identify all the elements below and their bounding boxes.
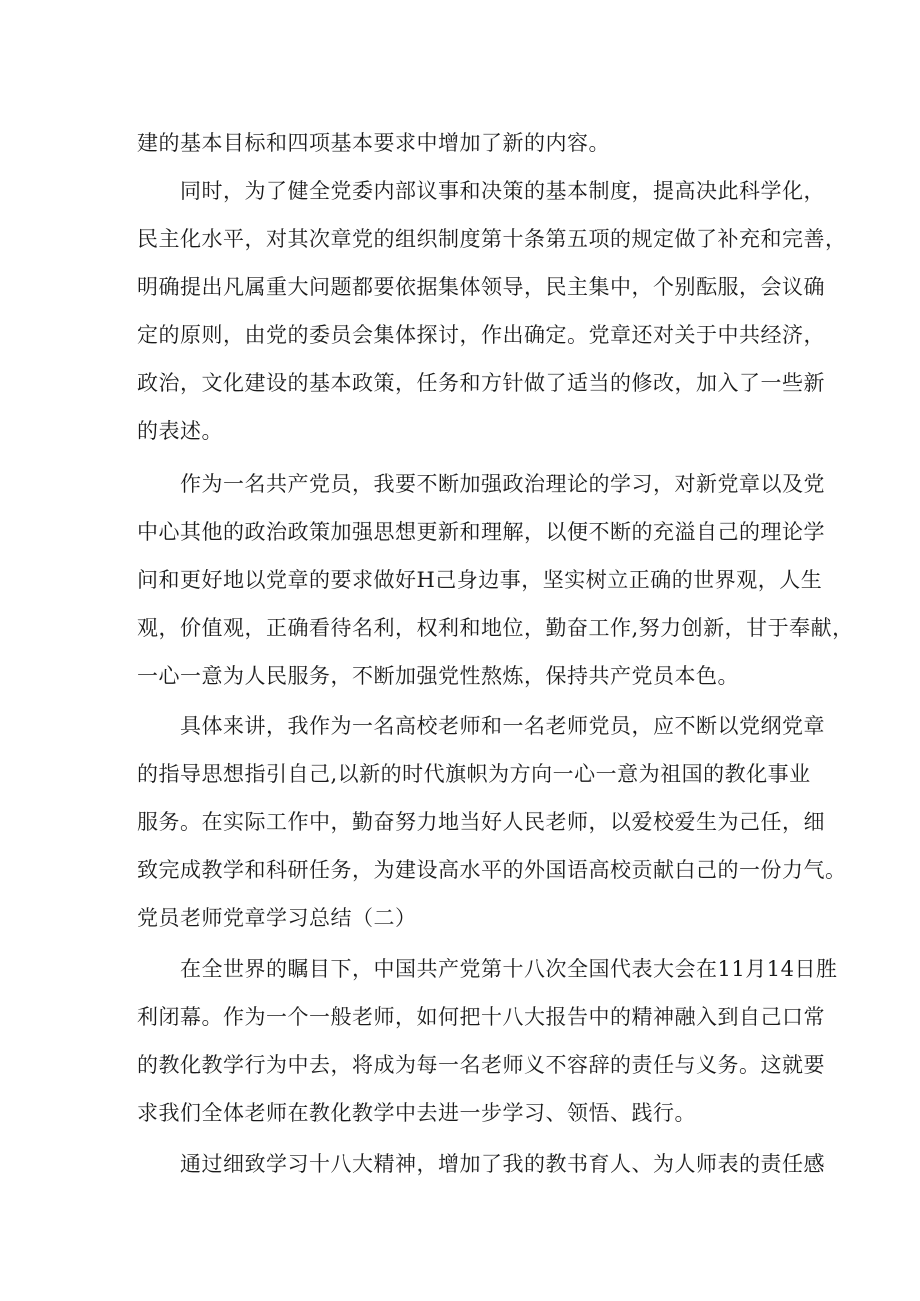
paragraph-line: 服务。在实际工作中，勤奋努力地当好人民老师，以爱校爱生为己任，细 — [137, 810, 825, 834]
paragraph-line: 定的原则，由党的委员会集体探讨，作出确定。党章还对关于中共经济， — [137, 323, 825, 347]
paragraph-line: 通过细致学习十八大精神，增加了我的教书育人、为人师表的责任感 — [180, 1152, 825, 1176]
paragraph-line: 具体来讲，我作为一名高校老师和一名老师党员，应不断以党纲党章 — [180, 714, 825, 738]
paragraph-line: 的指导思想指引自己,以新的时代旗帜为方向一心一意为祖国的教化事业 — [137, 762, 811, 786]
paragraph-line: 问和更好地以党章的要求做好H己身边事，坚实树立正确的世界观，人生 — [137, 568, 823, 592]
paragraph-line: 政治，文化建设的基本政策，任务和方针做了适当的修改，加入了一些新 — [137, 371, 825, 395]
paragraph-line: 观，价值观，正确看待名利，权利和地位，勤奋工作,努力创新，甘于奉献， — [137, 616, 854, 640]
paragraph-line: 明确提出凡属重大问题都要依据集体领导，民主集中，个别酝服，会议确 — [137, 275, 825, 299]
paragraph-line: 利闭幕。作为一个一般老师，如何把十八大报告中的精神融入到自己口常 — [137, 1005, 825, 1029]
paragraph-line: 致完成教学和科研任务，为建设高水平的外国语高校贡献白己的一份力气。 — [137, 858, 847, 882]
section-heading: 党员老师党章学习总结（二） — [137, 906, 417, 930]
paragraph-line: 中心其他的政治政策加强思想更新和理解，以便不断的充溢自己的理论学 — [137, 520, 825, 544]
paragraph-line: 民主化水平，对其次章党的组织制度第十条第五项的规定做了补充和完善， — [137, 227, 847, 251]
paragraph-line: 的表述。 — [137, 419, 223, 443]
paragraph-line: 的教化教学行为中去，将成为每一名老师义不容辞的责任与义务。这就要 — [137, 1053, 825, 1077]
paragraph-line: 同时，为了健全党委内部议事和决策的基本制度，提高决此科学化， — [180, 179, 825, 203]
paragraph-line: 建的基本目标和四项基本要求中增加了新的内容。 — [137, 131, 610, 155]
paragraph-line: 在全世界的瞩目下，中国共产党第十八次全国代表大会在11月14日胜 — [180, 957, 838, 981]
paragraph-line: 求我们全体老师在教化教学中去进一步学习、领悟、践行。 — [137, 1101, 696, 1125]
paragraph-line: 作为一名共产党员，我要不断加强政治理论的学习，对新党章以及党 — [180, 472, 825, 496]
paragraph-line: 一心一意为人民服务，不断加强党性熬炼，保持共产党员本色。 — [137, 664, 739, 688]
